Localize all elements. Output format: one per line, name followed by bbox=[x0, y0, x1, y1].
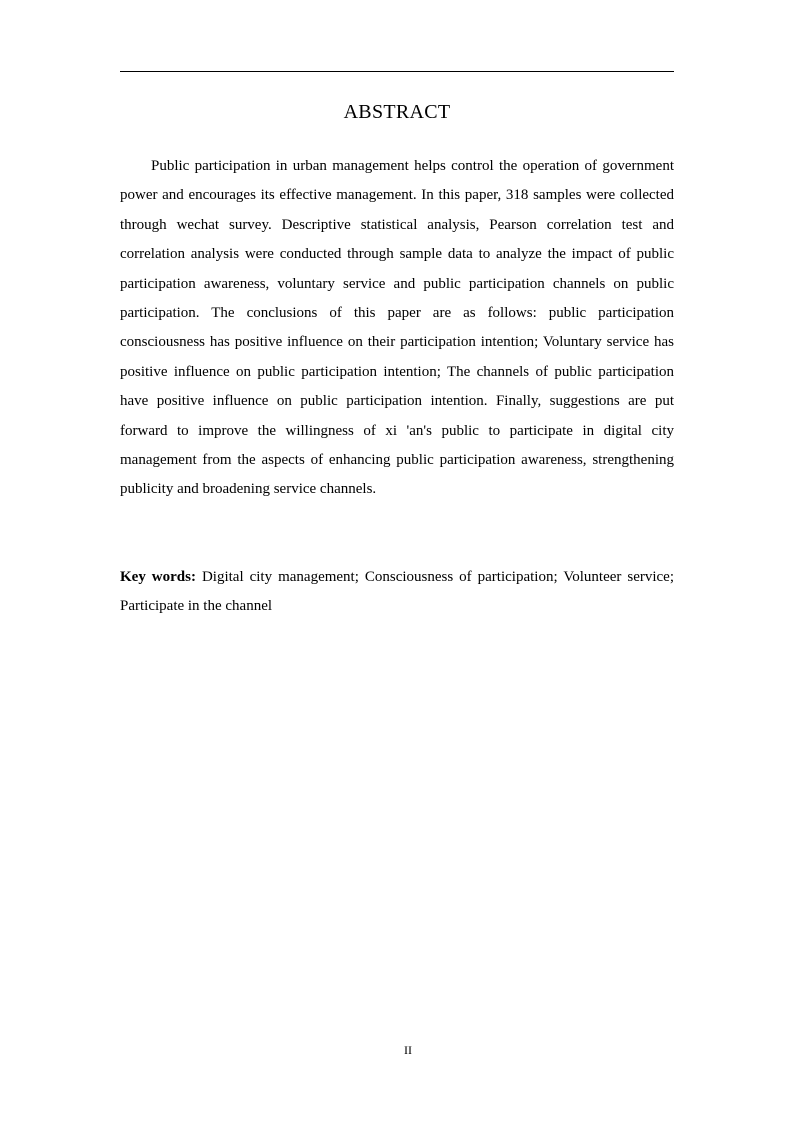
abstract-body: Public participation in urban management helps control the operation of government power and encourages its effective management. In this paper, 318 samples were collected through wechat survey. Descriptive statistical analysis, Pearson correlation test and correlation analysis were conducted through sample data to analyze the impact of public participation awareness, voluntary service and public participation channels on public participation. The conclusions of this paper are as follows: public participation consciousness has positive influence on their participation intention; Voluntary service has positive influence on public participation intention; The channels of public participation have positive influence on public participation intention. Finally, suggestions are put forward to improve the willingness of xi 'an's public to participate in digital city management from the aspects of enhancing public participation awareness, strengthening publicity and broadening service channels. bbox=[120, 158, 674, 498]
header-rule bbox=[120, 71, 674, 72]
keywords-label: Key words: bbox=[120, 569, 196, 585]
page-number: II bbox=[404, 1043, 412, 1057]
page-title: ABSTRACT bbox=[343, 101, 451, 123]
keywords-text: Digital city management; Consciousness of participation; Volunteer service; Participate in the channel bbox=[120, 569, 674, 615]
keywords-paragraph bbox=[120, 563, 674, 622]
